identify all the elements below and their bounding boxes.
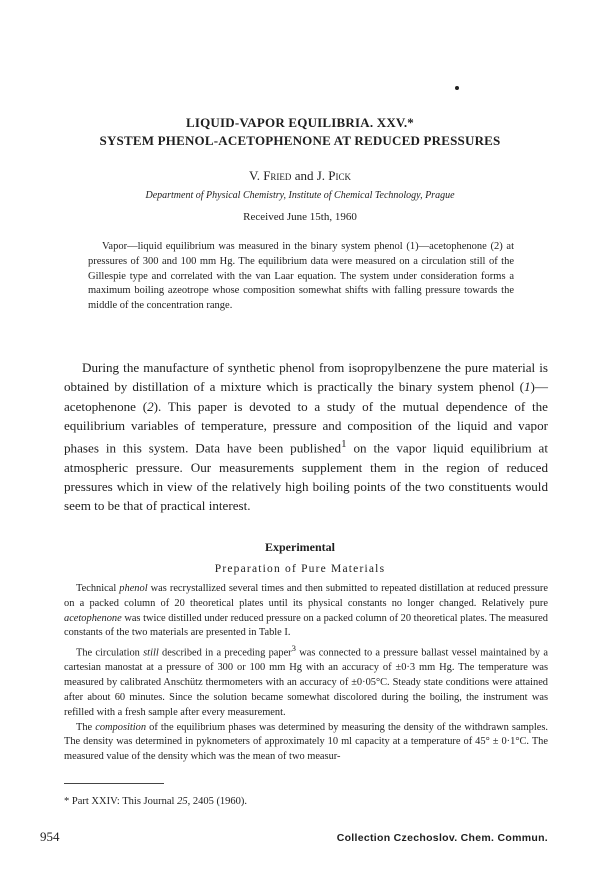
body-text: was twice distilled under reduced pressure on a packed column of 20 theoretical plates. The measured constants of the two materials are presented in Table I. [64, 612, 548, 639]
intro-text: ). This paper is devoted to a study of the mutual dependence of the equilibrium variables of temperature, pressure and composition of the liquid and vapor phases in this system. Data have been published [64, 398, 548, 456]
stray-mark [455, 86, 459, 90]
footnote-rule [64, 783, 164, 784]
paragraph-composition [64, 721, 548, 765]
intro-text: on the vapor liquid equilibrium at atmospheric pressure. Our measurements supplement them in the region of reduced pressures which in view of the relatively high boiling points of the two constituents would seem to be that of practical interest. [64, 440, 548, 514]
footnote [64, 796, 544, 807]
affiliation: Department of Physical Chemistry, Institute of Chemical Technology, Prague [145, 190, 455, 201]
article-title-line-2: SYSTEM PHENOL-ACETOPHENONE AT REDUCED PRESSURES [99, 133, 501, 148]
reference-marker: 1 [341, 438, 347, 451]
body-text: Technical [76, 583, 120, 594]
authors [40, 168, 560, 184]
body-text: of the equilibrium phases was determined by measuring the density of the withdrawn samples. The density was determined in pyknometers of approximately 10 ml capacity at a temperature of 45° ± 0·1°C. The measured value of the density which was the mean of two measur- [64, 721, 548, 763]
reference-marker: 3 [291, 643, 296, 654]
abstract: Vapor—liquid equilibrium was measured in the binary system phenol (1)—acetophenone (2) at pressures of 300 and 100 mm Hg. The equilibrium data were measured on a circulation still of the Gillespie type and correlated with the van Laar equation. The system under consideration forms a maximum boiling azeotrope whose composition somewhat shifts with falling pressure towards the middle of the concentration range. [88, 241, 514, 312]
footnote-volume: 25 [177, 796, 188, 807]
footnote-text: , 2405 (1960). [187, 796, 248, 807]
received-date: Received June 15th, 1960 [243, 211, 357, 223]
article-title-line-1: LIQUID-VAPOR EQUILIBRIA. XXV.* [185, 115, 414, 130]
body-text: The circulation [76, 647, 144, 659]
italic-term: still [143, 647, 159, 659]
intro-text: During the manufacture of synthetic phenol from isopropylbenzene the pure material is obtained by distillation of a mixture which is practically the binary system phenol ( [64, 360, 548, 395]
author-fried: V. Fried [248, 168, 292, 183]
journal-name: Collection Czechoslov. Chem. Commun. [336, 832, 548, 844]
italic-term: acetophenone [64, 612, 122, 624]
experimental-body [64, 582, 548, 765]
paragraph-materials [64, 582, 548, 641]
body-text: The [76, 721, 96, 733]
italic-term: phenol [119, 583, 148, 594]
section-heading-experimental: Experimental [265, 540, 335, 554]
component-number: 2 [147, 398, 154, 414]
page-number: 954 [40, 829, 60, 844]
footnote-text: * Part XXIV: This Journal [64, 796, 178, 807]
intro-text: )—acetophenone ( [64, 379, 548, 414]
paragraph-still [64, 641, 548, 720]
subsection-heading: Preparation of Pure Materials [214, 563, 386, 575]
author-pick: J. Pick [316, 168, 352, 183]
introduction-paragraph [64, 358, 548, 516]
body-text: was connected to a pressure ballast vessel maintained by a cartesian manostat at a pressure of 300 or 100 mm Hg with an accuracy of ±0·3 mm Hg. The temperature was measured by calibrated Anschütz thermometers with an accuracy of ±0·05°C. Steady state conditions were attained after about 60 minutes. Since the solution became somewhat discolored during the boiling, the instrument was refilled with a fresh sample after every measurement. [64, 647, 548, 718]
component-number: 1 [523, 379, 531, 395]
body-text: described in a preceding paper [158, 647, 292, 659]
author-join: and [291, 168, 317, 183]
body-text: was recrystallized several times and then submitted to repeated distillation at reduced pressure on a packed column of 20 theoretical plates until its physical constants no longer changed. Relatively pure [64, 583, 548, 609]
italic-term: composition [95, 721, 147, 733]
